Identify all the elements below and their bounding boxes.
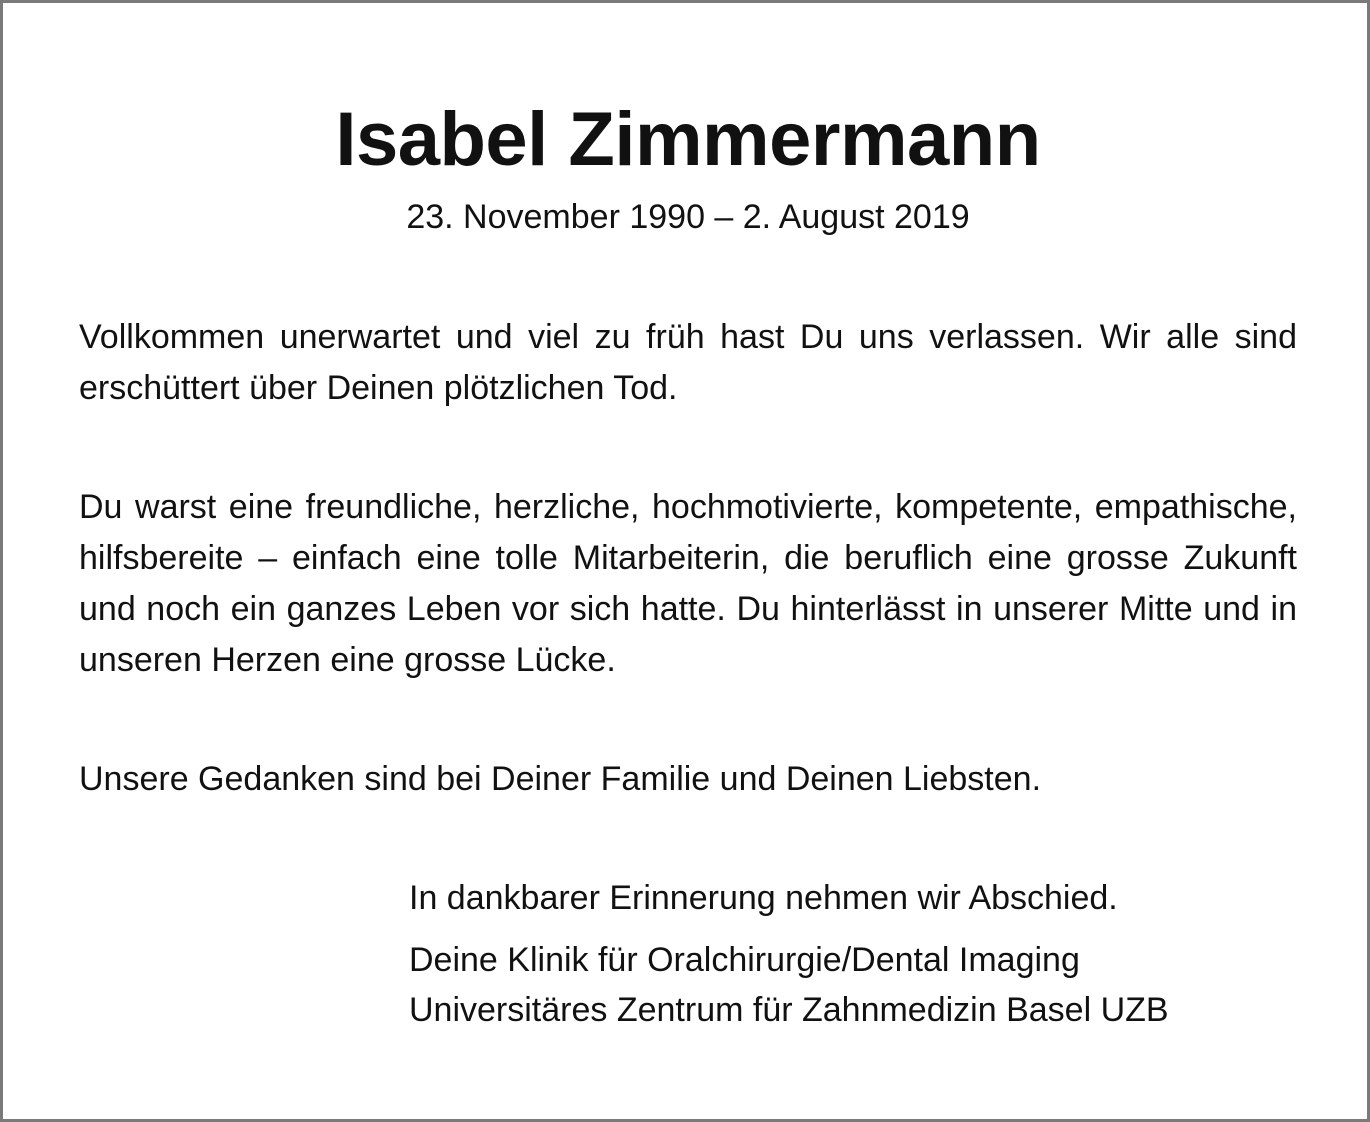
signature-clinic: Deine Klinik für Oralchirurgie/Dental Imaging <box>409 941 1080 979</box>
paragraph-sudden-loss: Vollkommen unerwartet und viel zu früh hast Du uns verlassen. Wir alle sind erschüttert über Deinen plötzlichen Tod. <box>79 318 1297 407</box>
deceased-name: Isabel Zimmermann <box>335 97 1041 182</box>
life-dates: 23. November 1990 – 2. August 2019 <box>406 198 970 236</box>
paragraph-tribute: Du warst eine freundliche, herzliche, hochmotivierte, kompetente, empathische, hilfsbereite – einfach eine tolle Mitarbeiterin, die beruflich eine grosse Zukunft und noch ein ganzes Leben vor sich hatte. Du hinterlässt in unserer Mitte und in unseren Herzen eine grosse Lücke. <box>79 488 1297 679</box>
closing-line: In dankbarer Erinnerung nehmen wir Abschied. <box>409 879 1118 917</box>
paragraph-condolence: Unsere Gedanken sind bei Deiner Familie und Deinen Liebsten. <box>79 760 1042 798</box>
signature-institution: Universitäres Zentrum für Zahnmedizin Basel UZB <box>409 991 1169 1029</box>
